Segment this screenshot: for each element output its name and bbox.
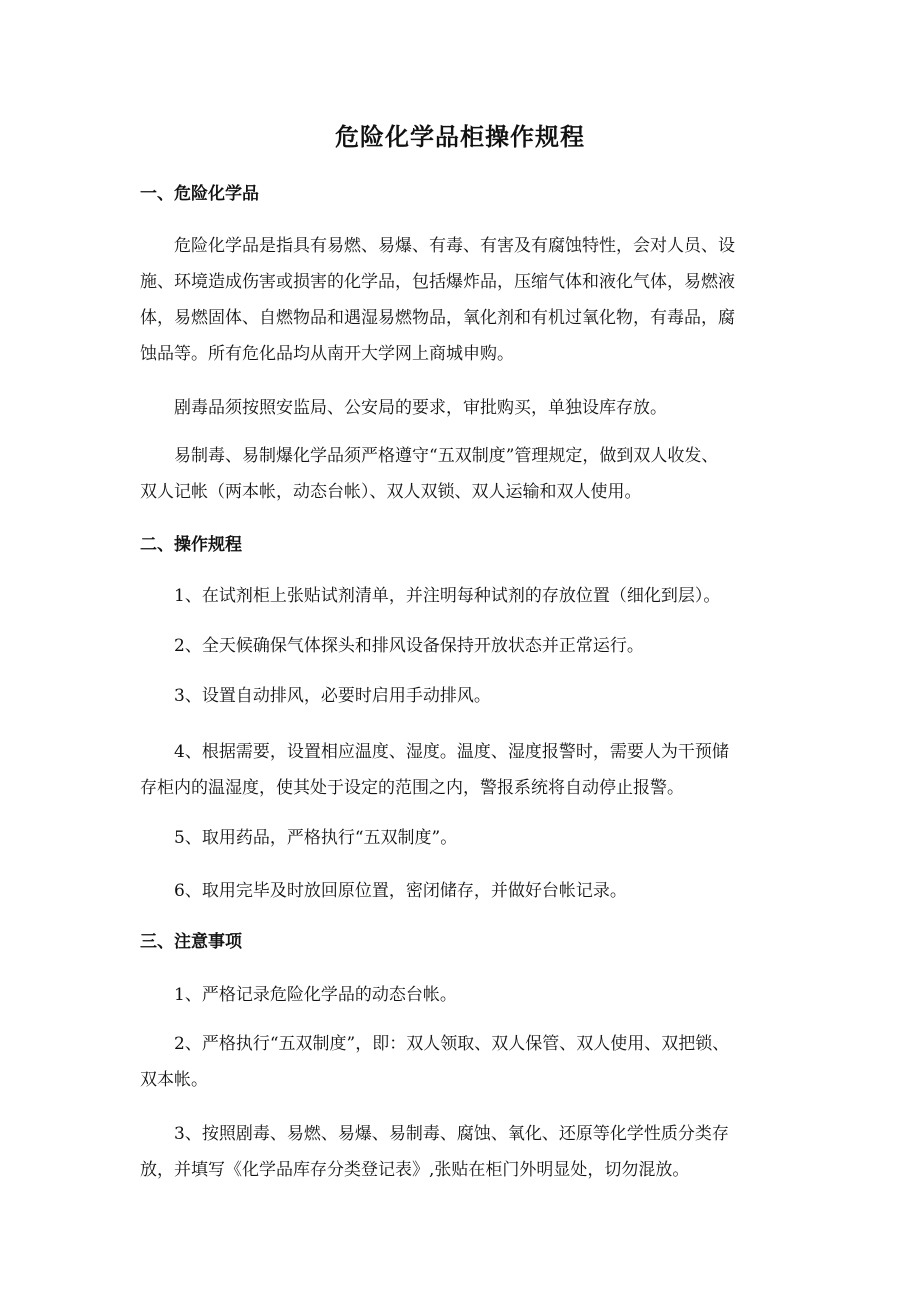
paragraph-line: 易制毒、易制爆化学品须严格遵守“五双制度”管理规定，做到双人收发、 [174, 446, 719, 466]
document-title: 危险化学品柜操作规程 [335, 122, 585, 151]
paragraph-definition [140, 228, 794, 372]
procedure-item-4 [140, 734, 794, 806]
paragraph-line: 存柜内的温湿度，使其处于设定的范围之内，警报系统将自动停止报警。 [140, 778, 684, 798]
section-heading-hazardous-chemicals: 一、危险化学品 [140, 184, 259, 204]
procedure-item-5 [140, 820, 794, 856]
section-heading-precautions: 三、注意事项 [140, 932, 242, 952]
precaution-item-1 [140, 977, 794, 1013]
paragraph-line: 施、环境造成伤害或损害的化学品，包括爆炸品，压缩气体和液化气体，易燃液 [140, 272, 735, 292]
paragraph-highly-toxic [140, 390, 794, 426]
precaution-item-2 [140, 1026, 794, 1098]
procedure-item-1 [140, 578, 794, 614]
precaution-item-3 [140, 1116, 794, 1188]
section-heading-operating-procedures: 二、操作规程 [140, 535, 242, 555]
paragraph-line: 6、取用完毕及时放回原位置，密闭储存，并做好台帐记录。 [174, 881, 627, 901]
paragraph-line: 4、根据需要，设置相应温度、湿度。温度、湿度报警时，需要人为干预储 [174, 742, 729, 762]
paragraph-line: 剧毒品须按照安监局、公安局的要求，审批购买，单独设库存放。 [174, 398, 667, 418]
paragraph-line: 3、设置自动排风，必要时启用手动排风。 [174, 686, 491, 706]
procedure-item-3 [140, 678, 794, 714]
paragraph-line: 1、在试剂柜上张贴试剂清单，并注明每种试剂的存放位置（细化到层）。 [174, 586, 721, 606]
paragraph-line: 放，并填写《化学品库存分类登记表》,张贴在柜门外明显处，切勿混放。 [140, 1160, 690, 1180]
paragraph-line: 2、严格执行“五双制度”，即：双人领取、双人保管、双人使用、双把锁、 [174, 1034, 730, 1054]
paragraph-line: 3、按照剧毒、易燃、易爆、易制毒、腐蚀、氧化、还原等化学性质分类存 [174, 1124, 729, 1144]
paragraph-line: 双人记帐（两本帐，动态台帐）、双人双锁、双人运输和双人使用。 [140, 482, 642, 502]
procedure-item-6 [140, 873, 794, 909]
paragraph-line: 5、取用药品，严格执行“五双制度”。 [174, 828, 458, 848]
paragraph-line: 1、严格记录危险化学品的动态台帐。 [174, 985, 457, 1005]
paragraph-precursor-chemicals [140, 438, 794, 510]
paragraph-line: 双本帐。 [140, 1070, 208, 1090]
paragraph-line: 危险化学品是指具有易燃、易爆、有毒、有害及有腐蚀特性，会对人员、设 [174, 236, 735, 256]
paragraph-line: 2、全天候确保气体探头和排风设备保持开放状态并正常运行。 [174, 636, 644, 656]
paragraph-line: 体，易燃固体、自燃物品和遇湿易燃物品，氧化剂和有机过氧化物，有毒品，腐 [140, 308, 735, 328]
procedure-item-2 [140, 628, 794, 664]
paragraph-line: 蚀品等。所有危化品均从南开大学网上商城申购。 [140, 344, 514, 364]
